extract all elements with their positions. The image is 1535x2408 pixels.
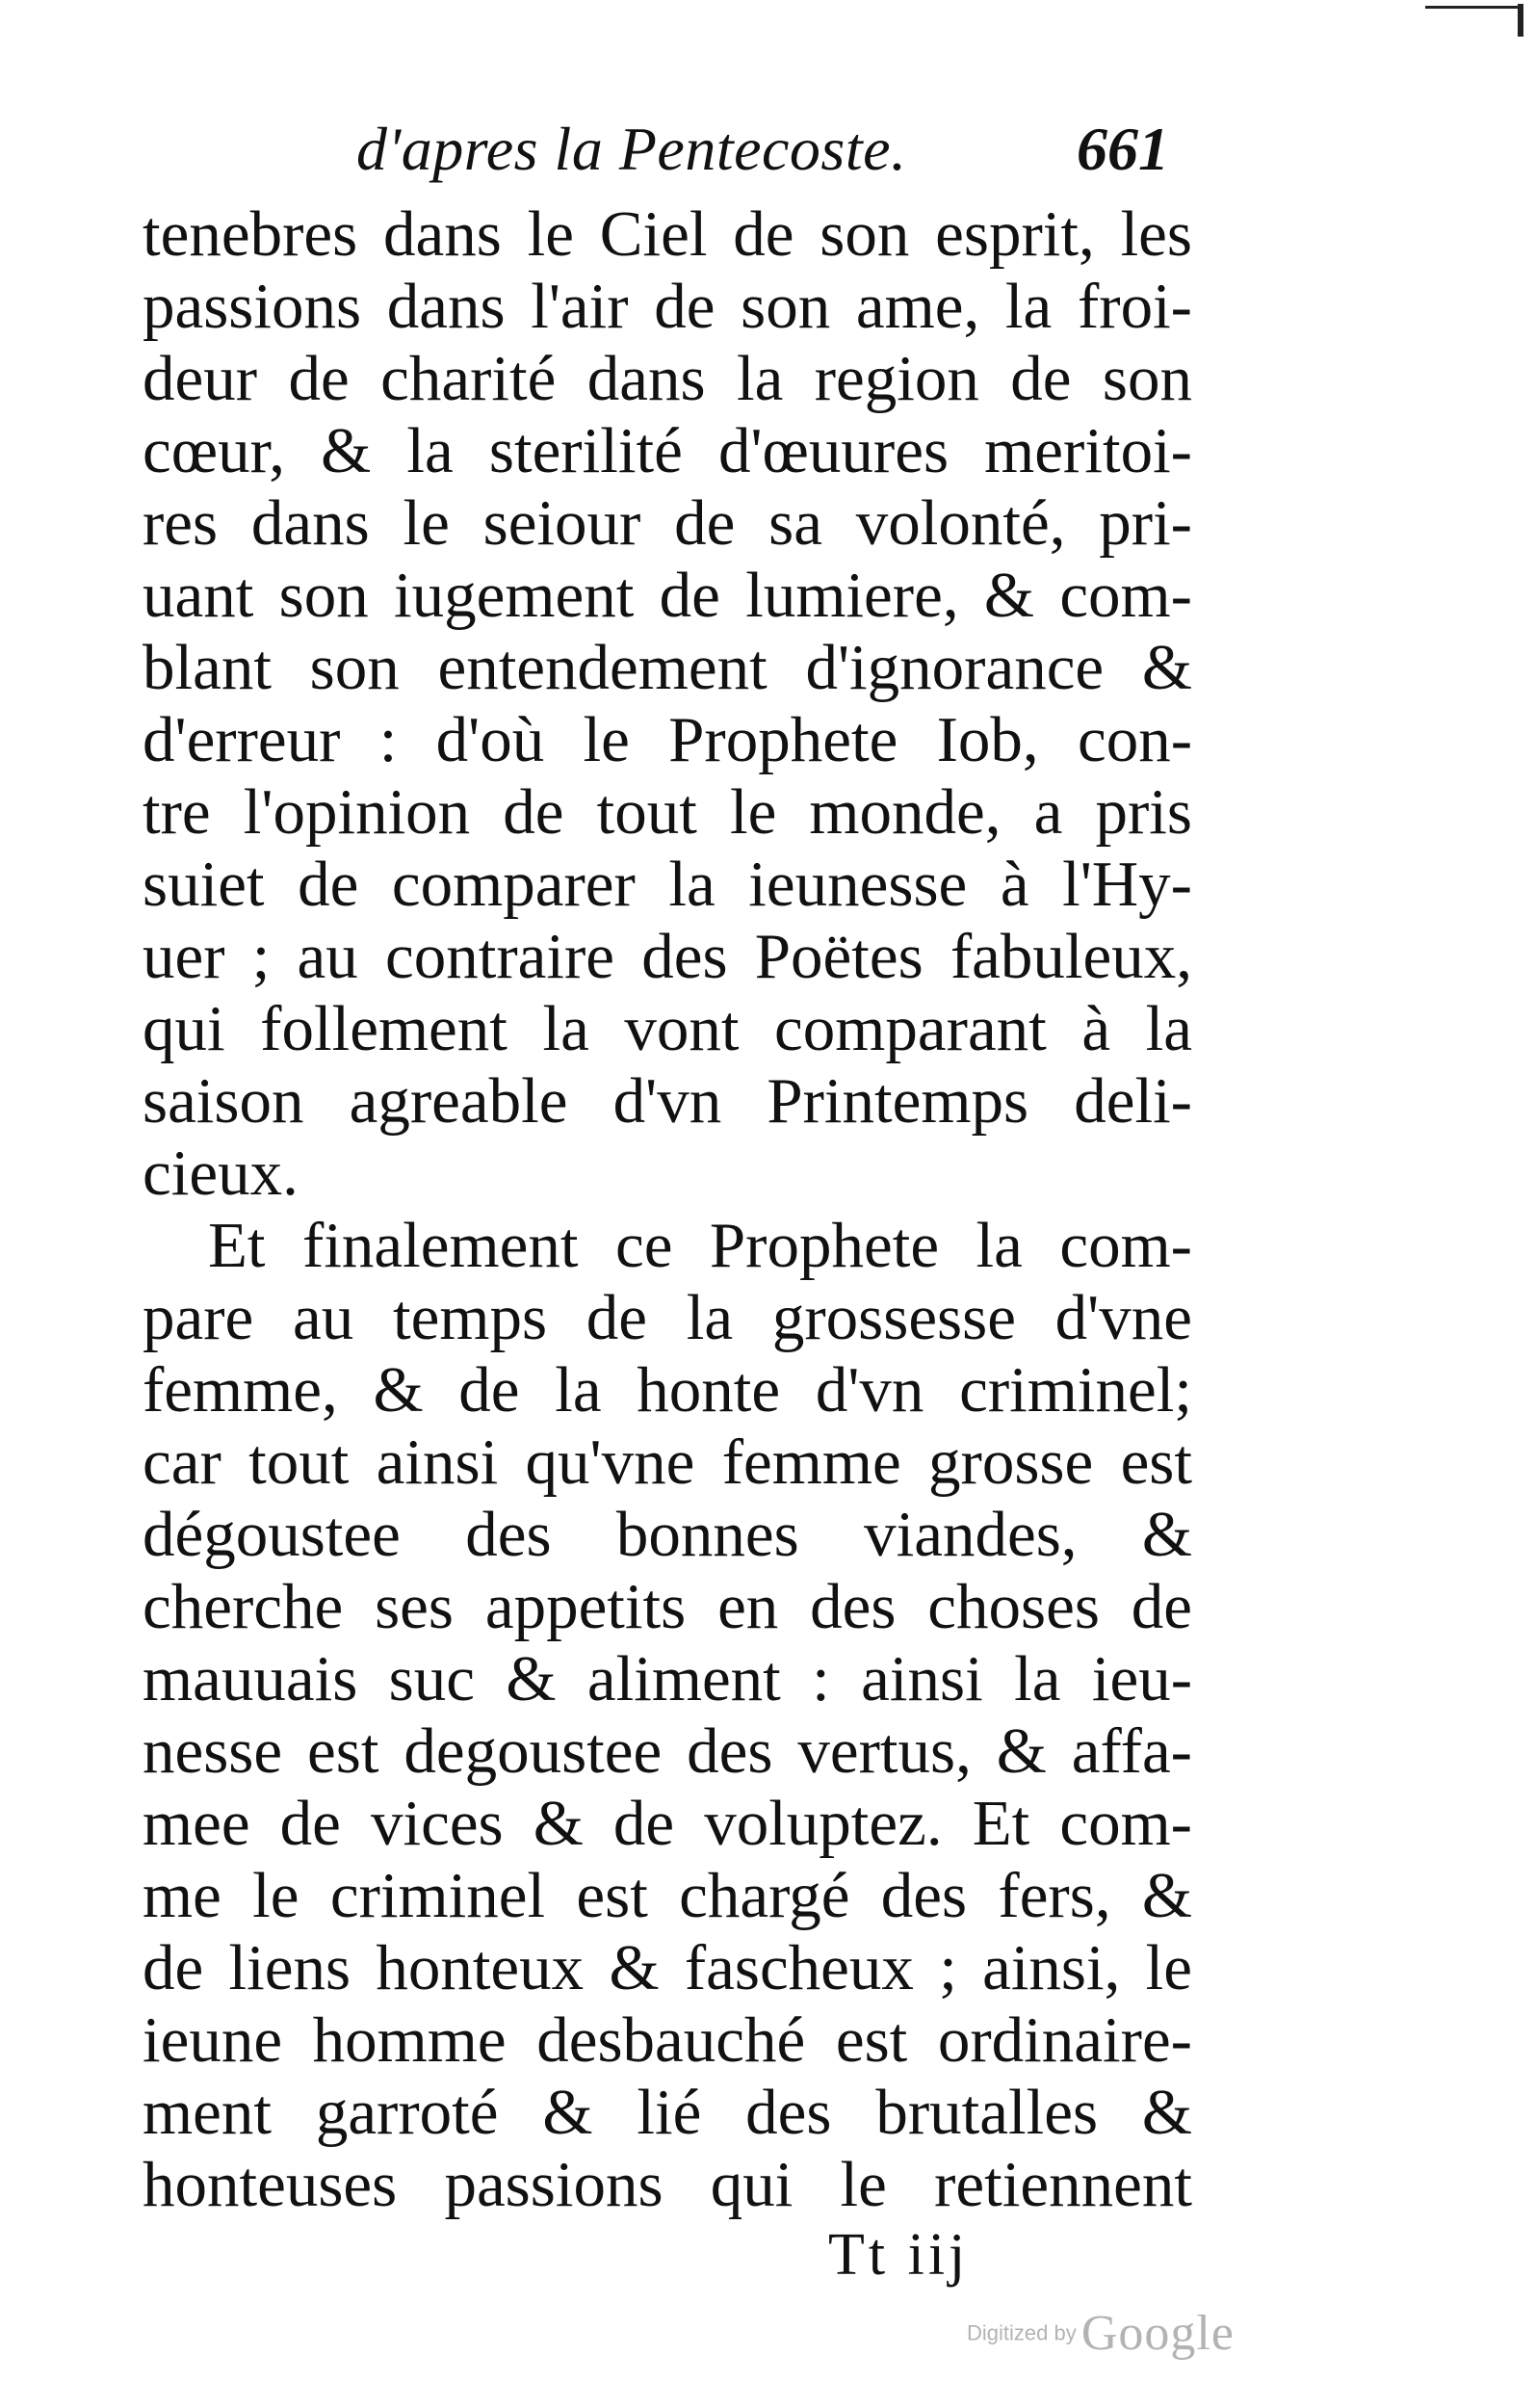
text-line: tenebres dans le Ciel de son esprit, les	[143, 198, 1192, 270]
text-line: mauuais suc & aliment : ainsi la ieu-	[143, 1643, 1192, 1714]
text-line: cherche ses appetits en des choses de	[143, 1571, 1192, 1642]
paragraph-start-line: Et finalement ce Prophete la com-	[208, 1210, 1192, 1281]
text-line: pare au temps de la grossesse d'vne	[143, 1282, 1192, 1353]
digitized-by-watermark	[967, 2305, 1235, 2362]
signature-mark: Tt iij	[828, 2222, 970, 2288]
text-line: femme, & de la honte d'vn criminel;	[143, 1354, 1192, 1426]
text-line: dégoustee des bonnes viandes, &	[143, 1499, 1192, 1570]
text-line: uant son iugement de lumiere, & com-	[143, 560, 1192, 631]
text-line: car tout ainsi qu'vne femme grosse est	[143, 1426, 1192, 1498]
digitized-by-label: Digitized by	[967, 2320, 1077, 2345]
page-number: 661	[1077, 115, 1169, 183]
text-line: passions dans l'air de son ame, la froi-	[143, 271, 1192, 342]
text-line: me le criminel est chargé des fers, &	[143, 1860, 1192, 1931]
text-line: d'erreur : d'où le Prophete Iob, con-	[143, 704, 1192, 775]
text-line: ieune homme desbauché est ordinaire-	[143, 2004, 1192, 2076]
text-line: deur de charité dans la region de son	[143, 343, 1192, 414]
text-line: uer ; au contraire des Poëtes fabuleux,	[143, 921, 1192, 992]
google-logo: Google	[1080, 2306, 1235, 2361]
text-line: suiet de comparer la ieunesse à l'Hy-	[143, 849, 1192, 920]
text-line: tre l'opinion de tout le monde, a pris	[143, 776, 1192, 848]
corner-tick	[1518, 4, 1523, 37]
text-line: ment garroté & lié des brutalles &	[143, 2077, 1192, 2148]
paragraph-end-line: cieux.	[143, 1138, 299, 1209]
corner-scan-mark	[1425, 4, 1529, 13]
text-line: mee de vices & de voluptez. Et com-	[143, 1788, 1192, 1859]
running-title: d'apres la Pentecoste.	[356, 115, 907, 183]
text-line: nesse est degoustee des vertus, & affa-	[143, 1715, 1192, 1787]
text-line: de liens honteux & fascheux ; ainsi, le	[143, 1932, 1192, 2003]
text-line: qui follement la vont comparant à la	[143, 993, 1192, 1064]
corner-bar	[1425, 6, 1522, 9]
text-line: blant son entendement d'ignorance &	[143, 632, 1192, 703]
text-line: honteuses passions qui le retiennent	[143, 2149, 1192, 2220]
body-text	[143, 198, 1192, 2221]
text-line: saison agreable d'vn Printemps deli-	[143, 1065, 1192, 1137]
text-line: res dans le seiour de sa volonté, pri-	[143, 487, 1192, 559]
text-line: cœur, & la sterilité d'œuures meritoi-	[143, 415, 1192, 486]
